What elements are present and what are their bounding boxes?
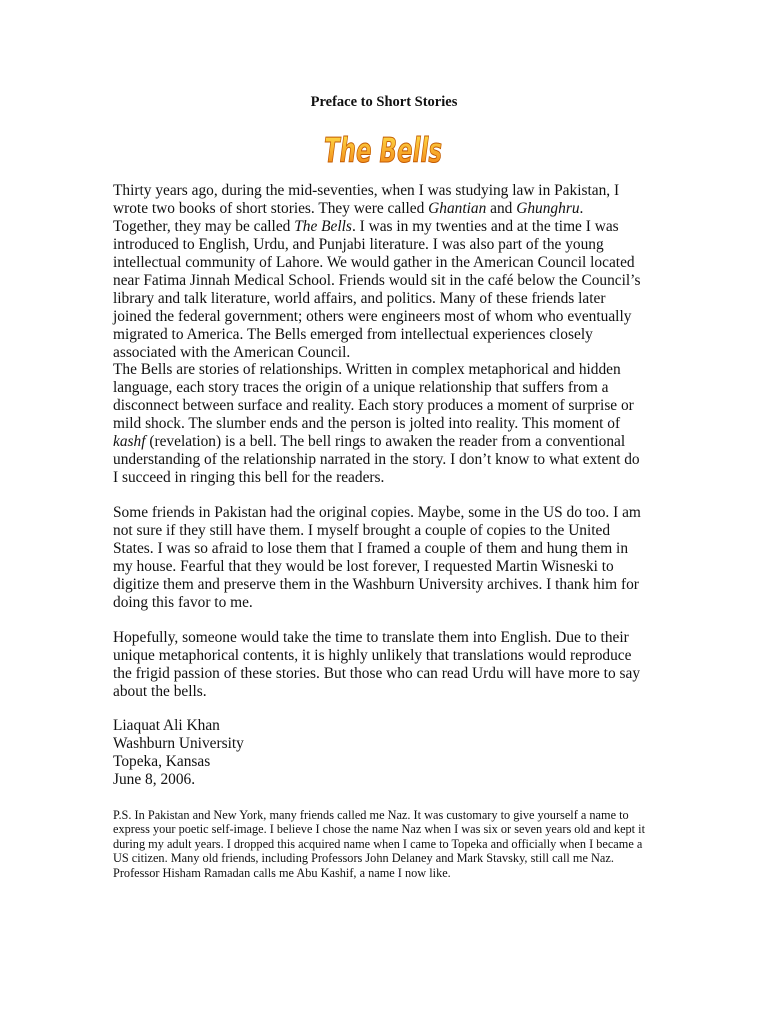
paragraph-1	[113, 182, 643, 362]
author-location: Topeka, Kansas	[113, 753, 211, 770]
paragraph-1-text: Thirty years ago, during the mid-seventies, when I was studying law in Pakistan, I wrote two books of short stories. They were called	[113, 182, 620, 217]
author-name: Liaquat Ali Khan	[113, 717, 220, 734]
paragraph-2-text: (revelation) is a bell. The bell rings to awaken the reader from a conventional understanding of the relationship narrated in the story. I don’t know to what extent do I succeed in ringing this bell for the readers.	[113, 433, 640, 486]
book-title-ghantian: Ghantian	[428, 200, 487, 217]
paragraph-3: Some friends in Pakistan had the original copies. Maybe, some in the US do too. I am not sure if they still have them. I myself brought a couple of copies to the United States. I was so afraid to lose them that I framed a couple of them and hung them in my house. Fearful that they would be lost forever, I requested Martin Wisneski to digitize them and preserve them in the Washburn University archives. I thank him for doing this favor to me.	[113, 504, 641, 611]
book-title-ghunghru: Ghunghru	[516, 200, 580, 217]
document-date: June 8, 2006.	[113, 771, 196, 788]
author-institution: Washburn University	[113, 735, 244, 752]
signature-block	[113, 717, 244, 789]
wordart-title-text: The Bells	[324, 131, 442, 171]
paragraph-2-text: The Bells are stories of relationships. Written in complex metaphorical and hidden language, each story traces the origin of a unique relationship that suffers from a disconnect between surface and reality. Each story produces a moment of surprise or mild shock. The slumber ends and the person is jolted into reality. This moment of	[113, 361, 634, 432]
paragraph-1-text: and	[486, 200, 517, 217]
postscript: P.S. In Pakistan and New York, many friends called me Naz. It was customary to give yourself a name to express your poetic self-image. I believe I chose the name Naz when I was six or seven years old and kept it during my adult years. I dropped this acquired name when I came to Topeka and officially when I became a US citizen. Many old friends, including Professors John Delaney and Mark Stavsky, still call me Naz. Professor Hisham Ramadan calls me Abu Kashif, a name I now like.	[113, 808, 645, 880]
paragraph-4: Hopefully, someone would take the time to translate them into English. Due to their unique metaphorical contents, it is highly unlikely that translations would reproduce the frigid passion of these stories. But those who can read Urdu will have more to say about the bells.	[113, 629, 641, 700]
paragraph-1-text: . Together, they may be called	[113, 200, 584, 235]
collection-title-the-bells: The Bells	[294, 218, 352, 235]
term-kashf: kashf	[113, 433, 146, 450]
paragraph-1-text: . I was in my twenties and at the time I was introduced to English, Urdu, and Punjabi literature. I was also part of the young intellectual community of Lahore. We would gather in the American Council located near Fatima Jinnah Medical School. Friends would sit in the café below the Council’s library and talk literature, world affairs, and politics. Many of these friends later joined the federal government; others were engineers most of whom who eventually migrated to America. The Bells emerged from intellectual experiences closely associated with the American Council.	[113, 218, 641, 361]
page-title: Preface to Short Stories	[310, 94, 458, 110]
paragraph-2	[113, 361, 643, 487]
the-bells-wordart-logo	[318, 124, 448, 174]
